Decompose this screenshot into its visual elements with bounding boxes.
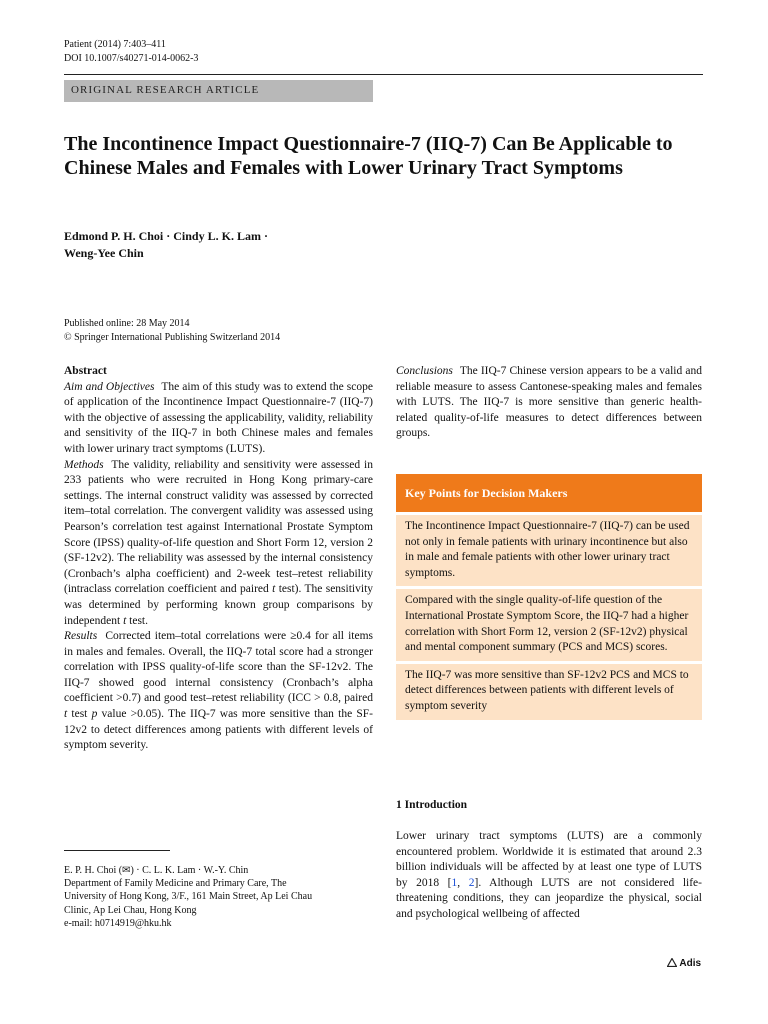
copyright: © Springer International Publishing Switzerland 2014 bbox=[64, 331, 281, 343]
key-points-header bbox=[396, 474, 702, 512]
article-type-label: ORIGINAL RESEARCH ARTICLE bbox=[71, 84, 260, 96]
key-point-item: The Incontinence Impact Questionnaire-7 (IIQ-7) can be used not only in female patients with urinary incontinence but also in male and female patients with other lower urinary tract symptoms. bbox=[396, 515, 702, 586]
methods-text-1: The validity, reliability and sensitivity were assessed in 233 patients who were recruited in Hong Kong primary-care settings. The internal construct validity was assessed by corrected item–total correlation. The convergent validity was assessed using Pearson’s correlation test against International Prostate Symptom Score (IPSS) quality-of-life question and Short Form 12, version 2 (SF-12v2). The reliability was assessed by the internal consistency (Cronbach’s alpha coefficient) and 2-week test–retest reliability (intraclass correlation coefficient and paired bbox=[64, 458, 373, 596]
key-point-item: Compared with the single quality-of-life question of the International Prostate Symptom Score, the IIQ-7 had a higher correlation with Short Form 12, version 2 (SF-12v2) physical and mental component summary (PCS and MCS) scores. bbox=[396, 589, 702, 660]
methods-text-3: test. bbox=[129, 614, 149, 627]
journal-citation: Patient (2014) 7:403–411 bbox=[64, 39, 166, 50]
conclusions-text: The IIQ-7 Chinese version appears to be a valid and reliable measure to assess Cantonese-speaking males and females with LUTS. The IIQ-7 is more sensitive than generic health-related quality-of-life measures to detect differences between groups. bbox=[396, 365, 702, 440]
publisher-name: Adis bbox=[679, 958, 702, 969]
published-date: Published online: 28 May 2014 bbox=[64, 318, 190, 329]
abstract-heading: Abstract bbox=[64, 365, 107, 377]
results-text-1: Corrected item–total correlations were ≥0.4 for all items in males and females. Overall, the IIQ-7 total score had a stronger correlation with IPSS quality-of-life score than the SF-12v2. The IIQ-7 showed good internal consistency (Cronbach’s alpha coefficient >0.7) and good test–retest reliability (ICC > 0.8, paired bbox=[64, 630, 373, 705]
ref-separator: , bbox=[457, 876, 469, 889]
key-points-box bbox=[396, 474, 702, 720]
journal-doi[interactable]: DOI 10.1007/s40271-014-0062-3 bbox=[64, 53, 199, 64]
correspondence-footnote bbox=[64, 864, 384, 930]
reference-link-1[interactable]: 1 bbox=[451, 876, 458, 889]
key-point-item: The IIQ-7 was more sensitive than SF-12v2 PCS and MCS to detect differences between patients with different levels of symptom severity bbox=[396, 664, 702, 720]
results-t: t bbox=[64, 708, 68, 721]
methods-text-2: test). The sensitivity was determined by performing known group comparisons by independent bbox=[64, 583, 374, 627]
footnote-email[interactable]: e-mail: h0714919@hku.hk bbox=[64, 917, 172, 929]
methods-label: Methods bbox=[64, 458, 104, 471]
abstract-aim bbox=[64, 380, 373, 458]
results-text-2: test bbox=[71, 708, 88, 721]
header-rule bbox=[64, 74, 703, 75]
footnote-affiliation-2: University of Hong Kong, 3/F., 161 Main Street, Ap Lei Chau bbox=[64, 891, 313, 903]
footnote-rule bbox=[64, 850, 170, 851]
aim-text: The aim of this study was to extend the scope of application of the Incontinence Impact Questionnaire-7 (IIQ-7) with the objective of assessing the applicability, validity, reliability and sensitivity of the IIQ-7 in both Chinese males and females with lower urinary tract symptoms (LUTS). bbox=[64, 380, 373, 455]
adis-triangle-icon bbox=[667, 958, 679, 969]
conclusions-block bbox=[396, 364, 702, 442]
results-label: Results bbox=[64, 630, 98, 643]
author-line-1: Edmond P. H. Choi · Cindy L. K. Lam · bbox=[64, 229, 268, 243]
key-points-heading: Key Points for Decision Makers bbox=[405, 486, 568, 500]
publication-info bbox=[64, 317, 464, 344]
methods-t-2: t bbox=[123, 614, 127, 627]
abstract-conclusions bbox=[396, 364, 702, 442]
article-title: The Incontinence Impact Questionnaire-7 (IIQ-7) Can Be Applicable to Chinese Males and Females with Lower Urinary Tract Symptoms bbox=[64, 133, 673, 179]
abstract-methods bbox=[64, 458, 373, 630]
introduction-paragraph bbox=[396, 829, 702, 923]
footnote-affiliation-3: Clinic, Ap Lei Chau, Hong Kong bbox=[64, 904, 197, 916]
results-text-3: value >0.05). The IIQ-7 was more sensitive than the SF-12v2 to detect differences among patients with different levels of symptom severity. bbox=[64, 708, 374, 752]
results-p: p bbox=[91, 708, 98, 721]
introduction-body bbox=[396, 829, 702, 923]
abstract-column bbox=[64, 364, 373, 754]
methods-t-1: t bbox=[272, 583, 276, 596]
intro-text-2: ]. Although LUTS are not considered life-threatening conditions, they can jeopardize the physical, social and psychological wellbeing of affected bbox=[396, 876, 702, 920]
footnote-affiliation-1: Department of Family Medicine and Primary Care, The bbox=[64, 878, 287, 890]
article-type-banner bbox=[64, 80, 373, 102]
publisher-logo bbox=[667, 958, 701, 969]
conclusions-label: Conclusions bbox=[396, 365, 453, 377]
author-list bbox=[64, 228, 464, 262]
reference-link-2[interactable]: 2 bbox=[468, 876, 475, 889]
footnote-authors: E. P. H. Choi (✉) · C. L. K. Lam · W.-Y. Chin bbox=[64, 865, 249, 876]
introduction-heading: 1 Introduction bbox=[396, 799, 468, 811]
aim-label: Aim and Objectives bbox=[64, 380, 155, 393]
author-line-2: Weng-Yee Chin bbox=[64, 246, 144, 260]
abstract-results bbox=[64, 629, 373, 754]
intro-text-1: Lower urinary tract symptoms (LUTS) are a commonly encountered problem. Worldwide it is estimated that around 2.3 billion individuals will be affected by at least one type of LUTS by 2018 [ bbox=[396, 830, 702, 889]
